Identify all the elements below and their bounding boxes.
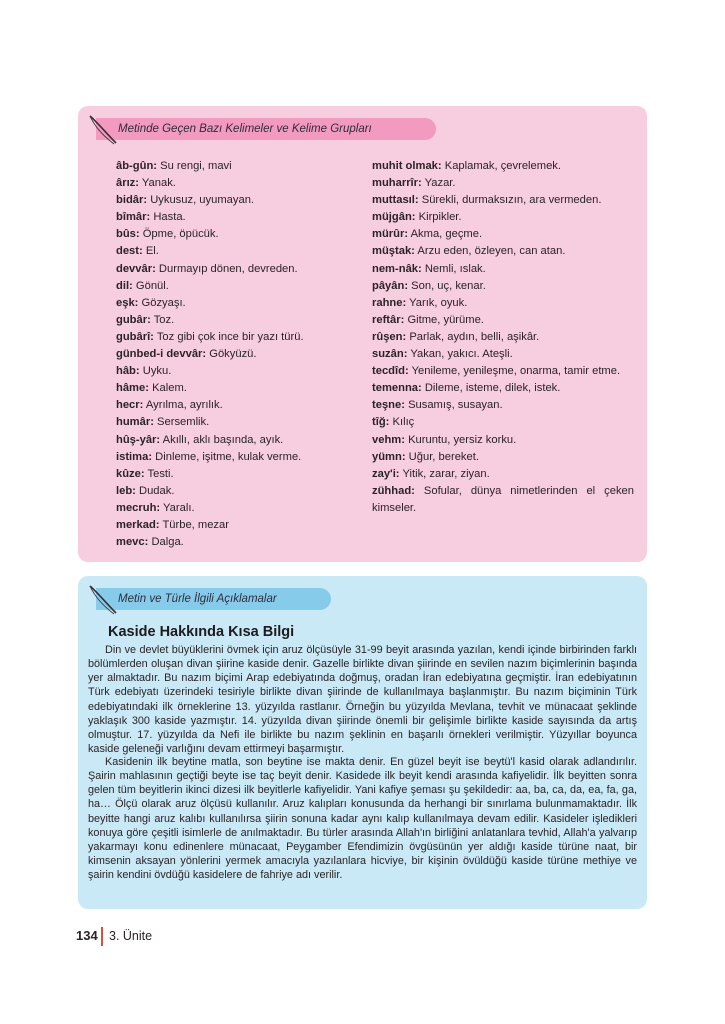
glossary-definition: Kılıç — [392, 416, 415, 429]
glossary-term: rûşen: — [372, 330, 407, 343]
section-title: Kaside Hakkında Kısa Bilgi — [108, 624, 295, 640]
glossary-entry — [116, 295, 366, 312]
glossary-entry — [116, 517, 366, 534]
glossary-entry — [116, 192, 366, 209]
glossary-entry — [116, 175, 366, 192]
glossary-definition: Dinleme, işitme, kulak verme. — [155, 450, 302, 463]
glossary-entry — [372, 483, 634, 517]
glossary-definition: Öpme, öpücük. — [142, 228, 219, 241]
glossary-entry — [116, 261, 366, 278]
glossary-definition: Testi. — [147, 467, 174, 480]
glossary-definition: Yarık, oyuk. — [409, 296, 468, 309]
glossary-definition: Kirpikler. — [418, 211, 462, 224]
glossary-entry — [372, 175, 634, 192]
glossary-definition: Uğur, bereket. — [408, 450, 479, 463]
glossary-term: mevc: — [116, 536, 149, 549]
glossary-term: hâb: — [116, 365, 140, 378]
glossary-entry — [372, 397, 634, 414]
glossary-term: muttasıl: — [372, 194, 419, 207]
glossary-definition: Gökyüzü. — [209, 348, 257, 361]
glossary-definition: Uykusuz, uyumayan. — [150, 194, 255, 207]
glossary-term: yümn: — [372, 450, 406, 463]
glossary-entry — [372, 414, 634, 431]
glossary-definition: Sürekli, durmaksızın, ara vermeden. — [421, 194, 602, 207]
paragraph: Kasidenin ilk beytine matla, son beytine ise makta denir. En güzel beyit ise beytü'l kasid olarak adlandırılır. Şairin mahlasının geçtiği beyte ise taç beyit denir. Kasidede ilk beyit kendi arasında kafiyelidir. İlk beyitten sonra gelen tüm beyitlerin ikinci dizesi ilk beyitlerle kafiyelidir. Yani kafiye şeması şu şekildedir: aa, ba, ca, da, ea, fa, ga, ha… Ölçü olarak aruz ölçüsü kullanılır. Aruz kalıpları konusunda da herhangi bir sınırlama bulunmamaktadır. İlk beyitte hangi aruz kalıbı kullanılırsa şiirin sonuna kadar aynı kalıp kullanılmaya devam edilir. Kasideler işledikleri konuya göre çeşitli isimlerle de anılmaktadır. Bu türler arasında Allah'ın birliğini anlatanlara tevhid, Allah'a yalvarıp yakarmayı konu edinenlere münacaat, Peygamber Efendimizin övgüsünün yer aldığı kaside türüne naat, bir kimsenin aksayan yönlerini yermek amacıyla yazılanlara hicviye, bir kişinin övüldüğü kaside türüne methiye ve şairin kendini övdüğü kasidelere de fahriye adı verilir. — [88, 756, 637, 882]
glossary-entry — [372, 243, 634, 260]
glossary-term: mecruh: — [116, 501, 161, 514]
glossary-term: tîğ: — [372, 416, 390, 429]
glossary-entry — [116, 466, 366, 483]
glossary-definition: Dudak. — [139, 484, 175, 497]
glossary-definition: Dalga. — [151, 536, 184, 549]
glossary-definition: Ayrılma, ayrılık. — [145, 399, 223, 412]
glossary-entry — [372, 209, 634, 226]
glossary-entry — [372, 466, 634, 483]
glossary-definition: Gitme, yürüme. — [407, 313, 484, 326]
glossary-entry — [116, 226, 366, 243]
glossary-term: bûs: — [116, 228, 140, 241]
glossary-definition: Hasta. — [153, 211, 186, 224]
glossary-term: suzân: — [372, 348, 408, 361]
glossary-definition: Yakan, yakıcı. Ateşli. — [410, 348, 513, 361]
glossary-definition: Yanak. — [141, 177, 176, 190]
glossary-entry — [372, 312, 634, 329]
footer-divider — [101, 927, 103, 946]
glossary-entry — [372, 380, 634, 397]
glossary-definition: Kaplamak, çevrelemek. — [444, 160, 562, 172]
glossary-left-column — [116, 158, 366, 551]
glossary-entry — [372, 346, 634, 363]
quill-icon — [86, 583, 122, 617]
glossary-definition: Akıllı, aklı başında, ayık. — [162, 433, 284, 446]
glossary-definition: Yitik, zarar, ziyan. — [402, 467, 490, 480]
glossary-entry — [116, 414, 366, 431]
glossary-definition: Su rengi, mavi — [160, 160, 232, 172]
glossary-header: Metinde Geçen Bazı Kelimeler ve Kelime Grupları — [96, 118, 436, 140]
glossary-term: humâr: — [116, 416, 154, 429]
glossary-term: mürûr: — [372, 228, 409, 241]
glossary-definition: Arzu eden, özleyen, can atan. — [417, 245, 566, 258]
glossary-entry — [372, 158, 634, 175]
glossary-term: bîmâr: — [116, 211, 151, 224]
glossary-entry — [116, 278, 366, 295]
glossary-entry — [372, 278, 634, 295]
glossary-term: vehm: — [372, 433, 405, 446]
glossary-entry — [116, 329, 366, 346]
glossary-entry — [372, 192, 634, 209]
glossary-entry — [116, 500, 366, 517]
unit-label: 3. Ünite — [109, 929, 153, 943]
glossary-term: zühhad: — [372, 484, 415, 497]
glossary-term: müştak: — [372, 245, 415, 258]
glossary-entry — [116, 243, 366, 260]
glossary-definition: Akma, geçme. — [410, 228, 483, 241]
glossary-term: pâyân: — [372, 279, 409, 292]
glossary-definition: Dileme, isteme, dilek, istek. — [424, 382, 561, 395]
glossary-definition: Durmayıp dönen, devreden. — [158, 262, 298, 275]
paragraph: Din ve devlet büyüklerini övmek için aruz ölçüsüyle 31-99 beyit arasında yazılan, kendi içinde birbirinden farklı bölümlerden oluşan divan şiirine kaside denir. Gazelle birlikte divan şiirinde en sevilen nazım biçimlerinin başında yer almaktadır. Bu nazım biçimi Arap edebiyatında doğmuş, oradan İran edebiyatına geçmiştir. İran edebiyatının Türk edebiyatı üzerindeki tesiriyle birlikte divan şiirinde de kullanılmaya başlanmıştır. Bu nazım biçiminin Türk edebiyatındaki ilk örneklerine 13. yüzyılda rastlanır. Örneğin bu yüzyılda Mevlana, tevhit ve münacaat şeklinde yaklaşık 300 kaside yazmıştır. 14. yüzyılda divan şiirinde önemli bir gelişimle birlikte kaside sayısında da artış olmuştur. 17. yüzyılda da Nefi ile birlikte bu nazım şeklinin en başarılı örnekleri verilmiştir. Yüzyıllar boyunca kaside geleneği varlığını devam ettirmeyi başarmıştır. — [88, 644, 637, 756]
glossary-definition: Nemli, ıslak. — [424, 262, 486, 275]
glossary-term: dest: — [116, 245, 143, 258]
glossary-term: temenna: — [372, 382, 422, 395]
glossary-term: devvâr: — [116, 262, 156, 275]
page-number: 134 — [76, 928, 98, 943]
notes-header: Metin ve Türle İlgili Açıklamalar — [96, 588, 331, 610]
glossary-term: merkad: — [116, 518, 160, 531]
glossary-term: gubârî: — [116, 330, 154, 343]
glossary-term: gubâr: — [116, 313, 151, 326]
glossary-entry — [116, 380, 366, 397]
glossary-term: eşk: — [116, 296, 139, 309]
glossary-definition: Yenileme, yenileşme, onarma, tamir etme. — [411, 365, 621, 378]
glossary-definition: Gözyaşı. — [141, 296, 186, 309]
glossary-entry — [116, 209, 366, 226]
glossary-entry — [116, 397, 366, 414]
glossary-term: nem-nâk: — [372, 262, 422, 275]
glossary-term: âb-gûn: — [116, 160, 158, 172]
glossary-definition: Sofular, dünya nimetlerinden el çeken kimseler. — [372, 484, 635, 514]
glossary-definition: Son, uç, kenar. — [411, 279, 486, 292]
glossary-right-column — [372, 158, 634, 517]
glossary-term: leb: — [116, 484, 136, 497]
glossary-term: kûze: — [116, 467, 145, 480]
glossary-definition: Kalem. — [152, 382, 187, 395]
glossary-definition: Toz gibi çok ince bir yazı türü. — [156, 330, 304, 343]
glossary-definition: Toz. — [153, 313, 175, 326]
glossary-definition: Gönül. — [135, 279, 169, 292]
glossary-term: hâme: — [116, 382, 149, 395]
glossary-term: reftâr: — [372, 313, 405, 326]
glossary-definition: Yaralı. — [163, 501, 195, 514]
glossary-definition: Kuruntu, yersiz korku. — [408, 433, 517, 446]
glossary-term: ârız: — [116, 177, 140, 190]
glossary-entry — [372, 363, 634, 380]
glossary-term: bidâr: — [116, 194, 148, 207]
glossary-entry — [116, 346, 366, 363]
glossary-term: günbed-i devvâr: — [116, 348, 207, 361]
glossary-term: muharrîr: — [372, 177, 422, 190]
glossary-entry — [116, 449, 366, 466]
glossary-entry — [116, 363, 366, 380]
glossary-definition: El. — [145, 245, 159, 258]
glossary-entry — [372, 449, 634, 466]
glossary-term: hûş-yâr: — [116, 433, 161, 446]
glossary-definition: Susamış, susayan. — [408, 399, 503, 412]
glossary-term: zay'i: — [372, 467, 400, 480]
glossary-term: hecr: — [116, 399, 144, 412]
glossary-term: istima: — [116, 450, 153, 463]
glossary-definition: Uyku. — [142, 365, 172, 378]
glossary-term: rahne: — [372, 296, 407, 309]
glossary-entry — [116, 534, 366, 551]
glossary-term: muhit olmak: — [372, 160, 442, 172]
glossary-entry — [372, 295, 634, 312]
glossary-definition: Yazar. — [424, 177, 456, 190]
glossary-definition: Sersemlik. — [157, 416, 210, 429]
glossary-definition: Türbe, mezar — [162, 518, 229, 531]
glossary-entry — [116, 312, 366, 329]
glossary-term: dil: — [116, 279, 133, 292]
glossary-definition: Parlak, aydın, belli, aşikâr. — [409, 330, 540, 343]
glossary-entry — [116, 432, 366, 449]
glossary-entry — [372, 226, 634, 243]
glossary-entry — [116, 158, 366, 175]
glossary-entry — [116, 483, 366, 500]
glossary-entry — [372, 329, 634, 346]
glossary-entry — [372, 432, 634, 449]
glossary-term: teşne: — [372, 399, 405, 412]
glossary-term: tecdîd: — [372, 365, 409, 378]
glossary-term: müjgân: — [372, 211, 416, 224]
glossary-entry — [372, 261, 634, 278]
quill-icon — [86, 113, 122, 147]
